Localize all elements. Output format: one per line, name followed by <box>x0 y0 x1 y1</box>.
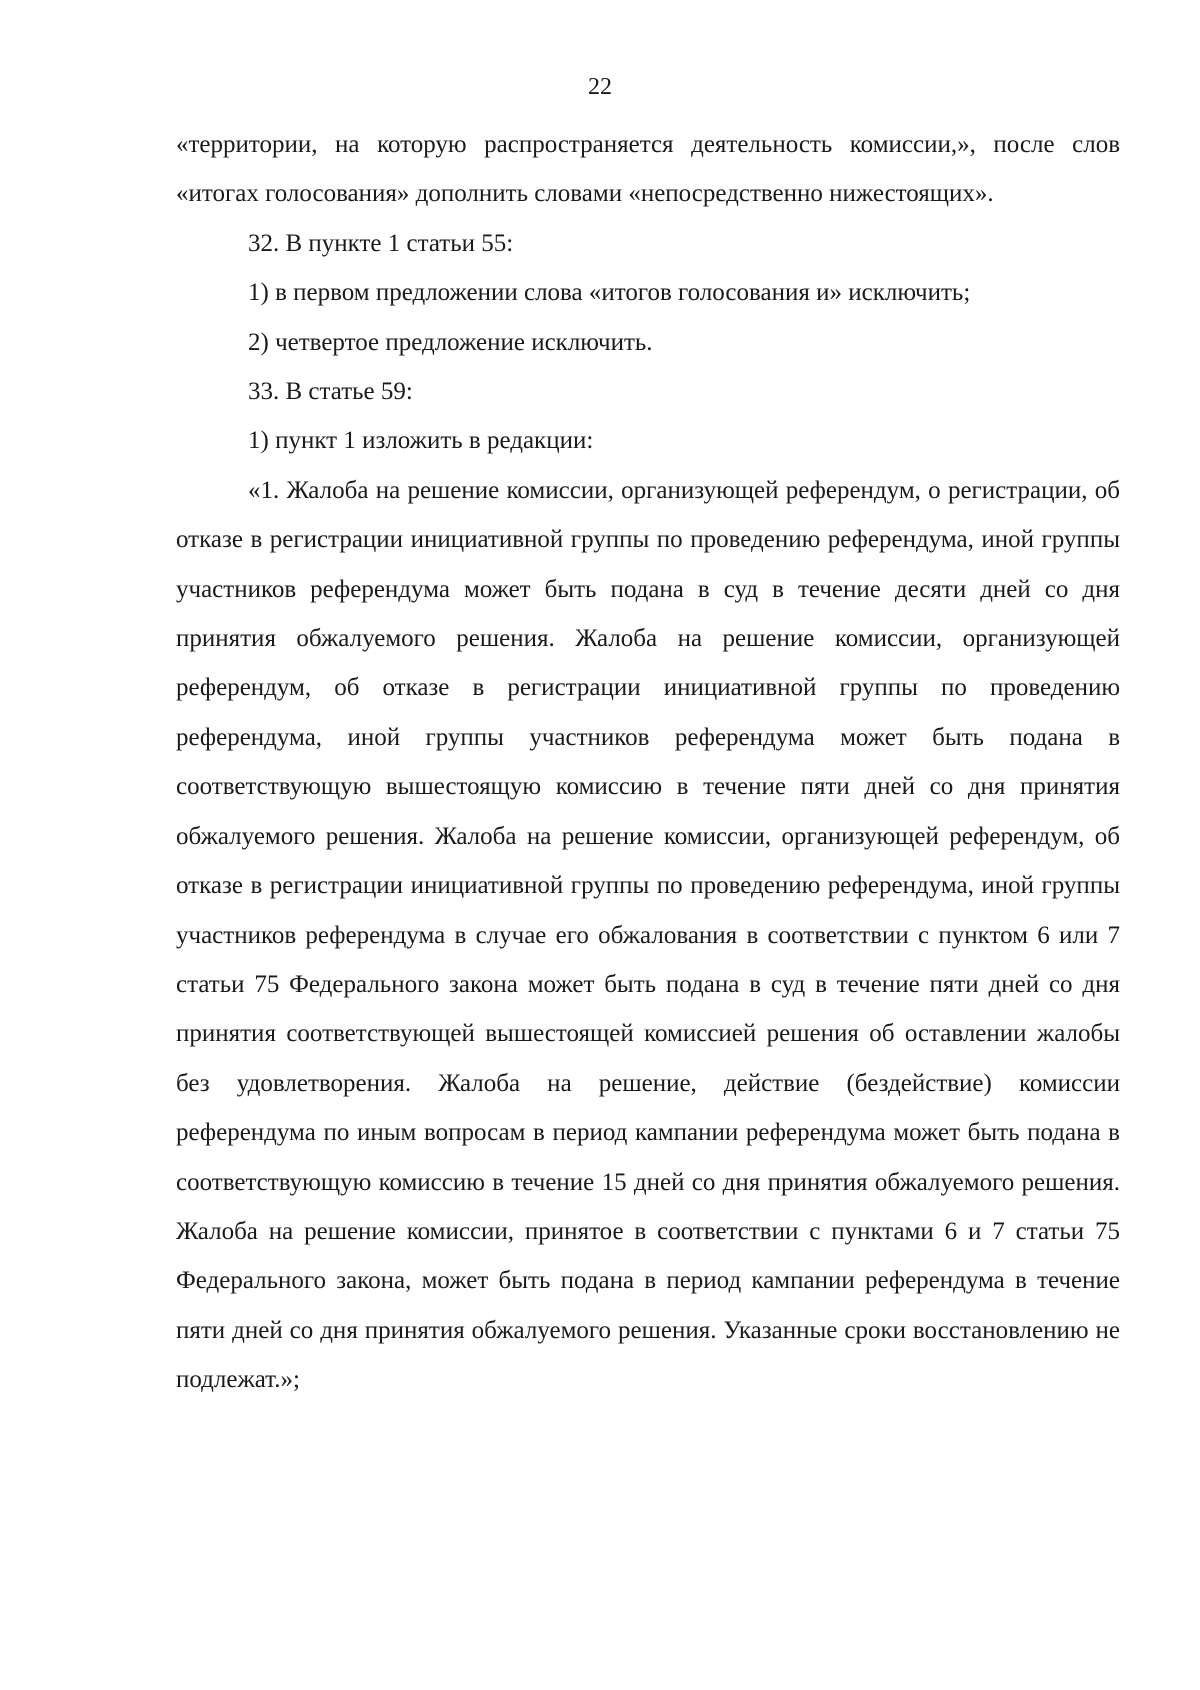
paragraph-continuation: «территории, на которую распространяется деятельность комиссии,», после слов «итогах голосования» дополнить словами «непосредственно нижестоящих». <box>176 131 1120 208</box>
paragraph-item-33-1: 1) пункт 1 изложить в редакции: <box>248 427 594 455</box>
paragraph-item-32-1: 1) в первом предложении слова «итогов голосования и» исключить; <box>248 279 971 307</box>
document-body <box>176 120 1120 1405</box>
paragraph-item-32-2: 2) четвертое предложение исключить. <box>248 328 653 356</box>
paragraph-quoted-point-1: «1. Жалоба на решение комиссии, организующей референдум, о регистрации, об отказе в регистрации инициативной группы по проведению референдума, иной группы участников референдума может быть подана в суд в течение десяти дней со дня принятия обжалуемого решения. Жалоба на решение комиссии, организующей референдум, об отказе в регистрации инициативной группы по проведению референдума, иной группы участников референдума может быть подана в соответствующую вышестоящую комиссию в течение пяти дней со дня принятия обжалуемого решения. Жалоба на решение комиссии, организующей референдум, об отказе в регистрации инициативной группы по проведению референдума, иной группы участников референдума в случае его обжалования в соответствии с пунктом 6 или 7 статьи 75 Федерального закона может быть подана в суд в течение пяти дней со дня принятия соответствующей вышестоящей комиссией решения об оставлении жалобы без удовлетворения. Жалоба на решение, действие (бездействие) комиссии референдума по иным вопросам в период кампании референдума может быть подана в соответствующую комиссию в течение 15 дней со дня принятия обжалуемого решения. Жалоба на решение комиссии, принятое в соответствии с пунктами 6 и 7 статьи 75 Федерального закона, может быть подана в период кампании референдума в течение пяти дней со дня принятия обжалуемого решения. Указанные сроки восстановлению не подлежат.»; <box>176 476 1120 1394</box>
paragraph-item-33: 33. В статье 59: <box>248 378 413 406</box>
paragraph-item-32: 32. В пункте 1 статьи 55: <box>248 229 514 257</box>
page-number: 22 <box>588 74 612 100</box>
